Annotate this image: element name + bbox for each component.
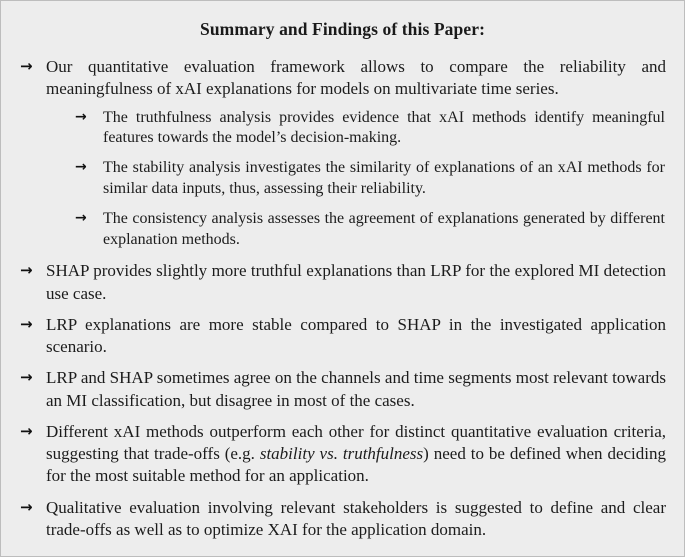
arrow-right-bullet-icon: → [20, 261, 33, 280]
arrow-right-bullet-icon: → [20, 421, 33, 440]
sub-list-item-text: The consistency analysis assesses the agreement of explanations generated by different explanation methods. [103, 210, 665, 249]
sub-findings-list [46, 108, 666, 252]
page-title: Summary and Findings of this Paper: [200, 19, 485, 39]
findings-list [18, 56, 667, 541]
list-item [18, 56, 667, 251]
sub-list-item [73, 108, 666, 150]
sub-list-item [73, 209, 666, 251]
list-item-text: LRP and SHAP sometimes agree on the channels and time segments most relevant towards an MI classification, but disagree in most of the cases. [46, 368, 666, 410]
list-item [18, 314, 667, 359]
sub-list-item-text: The stability analysis investigates the similarity of explanations of an xAI methods for similar data inputs, thus, assessing their reliability. [103, 159, 665, 198]
arrow-right-bullet-icon: → [75, 159, 87, 176]
arrow-right-bullet-icon: → [20, 314, 33, 333]
arrow-right-bullet-icon: → [75, 210, 87, 227]
emphasis-text: stability vs. truthfulness [259, 444, 424, 464]
sub-list-item-text: The truthfulness analysis provides evidence that xAI methods identify meaningful features towards the model’s decision-making. [103, 108, 665, 147]
list-item [18, 367, 667, 412]
list-item [18, 497, 667, 542]
list-item-text-part-2: ) need to be defined when deciding for the most suitable method for an application. [46, 444, 666, 486]
list-item-text [46, 421, 666, 488]
list-item-text: SHAP provides slightly more truthful explanations than LRP for the explored MI detection use case. [46, 261, 666, 303]
list-item-text: LRP explanations are more stable compared to SHAP in the investigated application scenario. [46, 314, 666, 357]
arrow-right-bullet-icon: → [20, 57, 33, 75]
arrow-right-bullet-icon: → [20, 497, 33, 516]
list-item [18, 260, 667, 305]
arrow-right-bullet-icon: → [75, 108, 87, 125]
list-item [18, 421, 667, 488]
list-item-text: Qualitative evaluation involving relevant stakeholders is suggested to define and clear trade-offs as well as to optimize XAI for the application domain. [46, 497, 666, 539]
list-item-text: Our quantitative evaluation framework allows to compare the reliability and meaningfulness of xAI explanations for models on multivariate time series. [46, 57, 666, 99]
arrow-right-bullet-icon: → [20, 368, 33, 387]
sub-list-item [73, 158, 666, 200]
list-item-text-part-1: Different xAI methods outperform each other for distinct quantitative evaluation criteria, suggesting that trade-offs (e.g. [46, 421, 666, 464]
